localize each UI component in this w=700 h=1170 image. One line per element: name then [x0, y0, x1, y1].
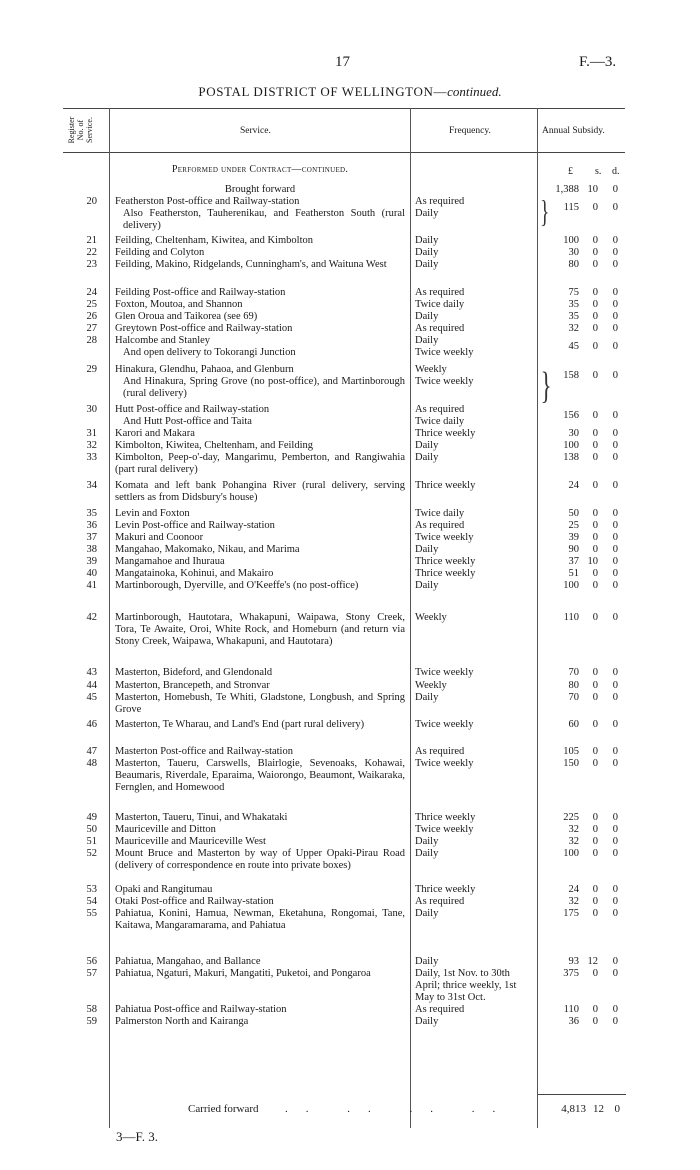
service-description: Mount Bruce and Masterton by way of Upper Opaki-Pirau Road (delivery of correspondence en route into private boxes): [115, 848, 405, 871]
service-description: Masterton, Taueru, Carswells, Blairlogie, Sevenoaks, Kohawai, Beaumaris, Riverdale, Eparaima, Waiorongo, Beaumont, Waikaraka, Fernglen, and Homewood: [115, 758, 405, 793]
service-description: Martinborough, Hautotara, Whakapuni, Waipawa, Stony Creek, Tora, Te Awaite, Oroi, White Rock, and Homeburn (and return via Stony Creek, Waipawa, Whakapuni, and Hautotara): [115, 612, 405, 647]
pounds-value: 105: [563, 746, 579, 757]
frequency-cell: As required: [415, 323, 465, 334]
frequency-cell: Twice daily: [415, 299, 465, 310]
pence-value: 0: [612, 410, 618, 421]
pounds-value: 100: [563, 848, 579, 859]
frequency-cell: As required: [415, 1004, 465, 1015]
register-number: 23: [86, 259, 97, 270]
service-description: Masterton, Homebush, Te Whiti, Gladstone, Longbush, and Spring Grove: [115, 692, 405, 715]
shillings-value: 0: [592, 520, 598, 531]
service-description: Also Featherston, Tauherenikau, and Featherston South (rural delivery): [123, 208, 405, 231]
register-number: 53: [86, 884, 97, 895]
shillings-value: 0: [592, 323, 598, 334]
register-number: 33: [86, 452, 97, 463]
shillings-value: 0: [592, 428, 598, 439]
carried-shillings: 12: [593, 1103, 604, 1115]
shillings-value: 0: [592, 692, 598, 703]
pence-value: 0: [612, 452, 618, 463]
frequency-cell: Daily: [415, 1016, 439, 1027]
service-description: Feilding, Cheltenham, Kiwitea, and Kimbolton: [115, 235, 314, 246]
register-number: 35: [86, 508, 97, 519]
shillings-value: 0: [592, 544, 598, 555]
frequency-cell: Daily: [415, 235, 439, 246]
register-number: 20: [86, 196, 97, 207]
pounds-value: 24: [568, 480, 579, 491]
register-number: 28: [86, 335, 97, 346]
page-number: 17: [335, 54, 350, 70]
pence-value: 0: [612, 480, 618, 491]
register-number: 27: [86, 323, 97, 334]
frequency-cell: Daily: [415, 580, 439, 591]
pounds-value: 30: [568, 247, 579, 258]
pounds-value: 110: [563, 1004, 579, 1015]
carried-rule: [538, 1094, 626, 1095]
pence-value: 0: [612, 568, 618, 579]
pence-value: 0: [612, 323, 618, 334]
shillings-value: 0: [592, 746, 598, 757]
pence-value: 0: [612, 884, 618, 895]
shillings-value: 0: [592, 287, 598, 298]
service-description: And Hinakura, Spring Grove (no post-office), and Martinborough (rural delivery): [123, 376, 405, 399]
pence-value: 0: [612, 812, 618, 823]
service-header: Service.: [240, 126, 271, 136]
frequency-cell: Thrice weekly: [415, 428, 476, 439]
pence-value: 0: [612, 956, 618, 967]
pounds-value: 30: [568, 428, 579, 439]
table-header-rule: [63, 152, 625, 153]
pounds-value: 32: [568, 824, 579, 835]
pounds-value: 115: [563, 202, 579, 213]
service-description: Pahiatua Post-office and Railway-station: [115, 1004, 287, 1015]
document-reference: F.—3.: [579, 54, 617, 70]
page-title: [0, 84, 700, 100]
frequency-cell: Thrice weekly: [415, 884, 476, 895]
service-description: Foxton, Moutoa, and Shannon: [115, 299, 243, 310]
pence-value: 0: [612, 580, 618, 591]
service-description: Karori and Makara: [115, 428, 195, 439]
shillings-value: 0: [592, 758, 598, 769]
pence-value: 0: [612, 1016, 618, 1027]
register-number: 59: [86, 1016, 97, 1027]
register-number: 58: [86, 1004, 97, 1015]
register-number: 56: [86, 956, 97, 967]
frequency-cell: Daily, 1st Nov. to 30th April; thrice weekly, 1st May to 31st Oct.: [415, 968, 517, 1003]
shillings-value: 0: [592, 452, 598, 463]
register-number: 34: [86, 480, 97, 491]
pounds-value: 138: [563, 452, 579, 463]
pence-value: 0: [612, 680, 618, 691]
pence-value: 0: [612, 612, 618, 623]
frequency-cell: Weekly: [415, 680, 447, 691]
frequency-cell: Thrice weekly: [415, 568, 476, 579]
pounds-value: 39: [568, 532, 579, 543]
frequency-cell: Twice weekly: [415, 376, 474, 387]
pence-value: 0: [612, 259, 618, 270]
pounds-value: 51: [568, 568, 579, 579]
register-number: 37: [86, 532, 97, 543]
register-number: 29: [86, 364, 97, 375]
frequency-cell: Twice weekly: [415, 719, 474, 730]
pounds-value: 150: [563, 758, 579, 769]
service-description: Masterton, Bideford, and Glendonald: [115, 667, 273, 678]
register-number: 32: [86, 440, 97, 451]
pence-value: 0: [612, 202, 618, 213]
pence-value: 0: [612, 1004, 618, 1015]
pence-value: 0: [612, 848, 618, 859]
frequency-cell: Daily: [415, 848, 439, 859]
frequency-cell: Daily: [415, 311, 439, 322]
frequency-cell: Twice weekly: [415, 667, 474, 678]
pence-value: 0: [612, 896, 618, 907]
shillings-value: 0: [592, 580, 598, 591]
service-description: Glen Oroua and Taikorea (see 69): [115, 311, 258, 322]
shillings-value: 0: [592, 824, 598, 835]
service-description: Feilding and Colyton: [115, 247, 205, 258]
pence-value: 0: [612, 758, 618, 769]
frequency-cell: Daily: [415, 247, 439, 258]
pounds-value: 60: [568, 719, 579, 730]
frequency-cell: Twice weekly: [415, 347, 474, 358]
column-divider: [410, 108, 411, 1128]
service-description: Kimbolton, Peep-o'-day, Mangarimu, Pemberton, and Rangiwahia (part rural delivery): [115, 452, 405, 475]
shillings-value: 0: [592, 480, 598, 491]
service-description: Pahiatua, Konini, Hamua, Newman, Eketahuna, Rongomai, Tane, Kaitawa, Mangaramarama, and Pahiatua: [115, 908, 405, 931]
register-number: 38: [86, 544, 97, 555]
frequency-cell: Weekly: [415, 364, 447, 375]
frequency-cell: Daily: [415, 908, 439, 919]
frequency-cell: Daily: [415, 692, 439, 703]
register-number: 54: [86, 896, 97, 907]
shillings-value: 0: [592, 896, 598, 907]
service-description: And Hutt Post-office and Taita: [123, 416, 252, 427]
pence-value: 0: [612, 247, 618, 258]
pounds-value: 225: [563, 812, 579, 823]
frequency-header: Frequency.: [449, 126, 491, 136]
frequency-cell: Twice weekly: [415, 758, 474, 769]
service-description: Feilding, Makino, Ridgelands, Cunningham's, and Waituna West: [115, 259, 387, 270]
pounds-value: 90: [568, 544, 579, 555]
pounds-value: 24: [568, 884, 579, 895]
frequency-cell: Daily: [415, 440, 439, 451]
brace-mark: }: [540, 193, 550, 229]
table-top-rule: [63, 108, 625, 109]
register-number: 46: [86, 719, 97, 730]
shillings-value: 0: [592, 568, 598, 579]
service-description: Mangatainoka, Kohinui, and Makairo: [115, 568, 274, 579]
service-description: Levin and Foxton: [115, 508, 190, 519]
frequency-cell: Twice daily: [415, 508, 465, 519]
shillings-value: 0: [592, 836, 598, 847]
register-number: 39: [86, 556, 97, 567]
register-number: 31: [86, 428, 97, 439]
service-description: Pahiatua, Mangahao, and Ballance: [115, 956, 261, 967]
pence-value: 0: [612, 532, 618, 543]
pence-value: 0: [612, 235, 618, 246]
pence-value: 0: [612, 341, 618, 352]
register-number: 24: [86, 287, 97, 298]
service-description: Levin Post-office and Railway-station: [115, 520, 275, 531]
service-description: And open delivery to Tokorangi Junction: [123, 347, 296, 358]
register-number: 45: [86, 692, 97, 703]
register-number: 50: [86, 824, 97, 835]
service-description: Halcombe and Stanley: [115, 335, 211, 346]
pounds-value: 156: [563, 410, 579, 421]
pounds-value: 175: [563, 908, 579, 919]
frequency-cell: As required: [415, 520, 465, 531]
footer-reference: 3—F. 3.: [116, 1129, 158, 1144]
service-description: Pahiatua, Ngaturi, Makuri, Mangatiti, Puketoi, and Pongaroa: [115, 968, 371, 979]
service-description: Featherston Post-office and Railway-station: [115, 196, 300, 207]
frequency-cell: Daily: [415, 208, 439, 219]
shillings-value: 0: [592, 508, 598, 519]
service-description: Komata and left bank Pohangina River (rural delivery, serving settlers as from Didsbury's house): [115, 480, 405, 503]
register-number: 22: [86, 247, 97, 258]
shillings-value: 0: [592, 235, 598, 246]
pence-value: 0: [612, 440, 618, 451]
pounds-value: 100: [563, 580, 579, 591]
service-description: Masterton, Brancepeth, and Stronvar: [115, 680, 270, 691]
shillings-value: 0: [592, 968, 598, 979]
pounds-value: 100: [563, 440, 579, 451]
pence-value: 0: [612, 520, 618, 531]
frequency-cell: Daily: [415, 335, 439, 346]
service-description: Mangahao, Makomako, Nikau, and Marima: [115, 544, 300, 555]
frequency-cell: Weekly: [415, 612, 447, 623]
shillings-value: 0: [592, 410, 598, 421]
shillings-value: 0: [592, 680, 598, 691]
shillings-value: 0: [592, 1016, 598, 1027]
register-number: 48: [86, 758, 97, 769]
frequency-cell: As required: [415, 896, 465, 907]
register-number: 21: [86, 235, 97, 246]
pounds-value: 25: [568, 520, 579, 531]
pounds-value: 70: [568, 667, 579, 678]
column-divider: [537, 108, 538, 1128]
pence-value: 0: [612, 311, 618, 322]
brace-mark: }: [540, 365, 552, 407]
register-number: 51: [86, 836, 97, 847]
frequency-cell: Thrice weekly: [415, 480, 476, 491]
service-description: Mauriceville and Ditton: [115, 824, 216, 835]
title-main: POSTAL DISTRICT OF WELLINGTON—: [198, 84, 448, 99]
shillings-value: 12: [587, 956, 598, 967]
pounds-value: 32: [568, 836, 579, 847]
pounds-value: 50: [568, 508, 579, 519]
title-continued: continued.: [447, 84, 502, 99]
shillings-value: 0: [592, 532, 598, 543]
register-number: 52: [86, 848, 97, 859]
service-description: Masterton Post-office and Railway-station: [115, 746, 293, 757]
pounds-value: 35: [568, 299, 579, 310]
pounds-value: 32: [568, 323, 579, 334]
service-description: Feilding Post-office and Railway-station: [115, 287, 286, 298]
section-heading: Performed under Contract—continued.: [171, 164, 349, 175]
register-number: 36: [86, 520, 97, 531]
service-description: Masterton, Te Wharau, and Land's End (part rural delivery): [115, 719, 365, 730]
service-description: Mauriceville and Mauriceville West: [115, 836, 266, 847]
shillings-value: 0: [592, 299, 598, 310]
service-description: Palmerston North and Kairanga: [115, 1016, 249, 1027]
shillings-value: 0: [592, 440, 598, 451]
frequency-cell: Thrice weekly: [415, 812, 476, 823]
pounds-value: 80: [568, 259, 579, 270]
shillings-value: 0: [592, 247, 598, 258]
pounds-value: 375: [563, 968, 579, 979]
register-number: 47: [86, 746, 97, 757]
pence-value: 0: [612, 184, 618, 195]
pounds-value: 93: [568, 956, 579, 967]
shillings-value: 0: [592, 341, 598, 352]
pounds-value: 32: [568, 896, 579, 907]
service-description: Kimbolton, Kiwitea, Cheltenham, and Feilding: [115, 440, 314, 451]
service-description: Makuri and Coonoor: [115, 532, 204, 543]
shillings-value: 0: [592, 370, 598, 381]
service-description: Opaki and Rangitumau: [115, 884, 213, 895]
service-description: Mangamahoe and Ihuraua: [115, 556, 225, 567]
shillings-value: 0: [592, 612, 598, 623]
pence-value: 0: [612, 299, 618, 310]
pounds-value: 35: [568, 311, 579, 322]
pence-value: 0: [612, 824, 618, 835]
register-number: 55: [86, 908, 97, 919]
pence-value: 0: [612, 544, 618, 555]
register-number: 57: [86, 968, 97, 979]
service-description: Masterton, Taueru, Tinui, and Whakataki: [115, 812, 288, 823]
pence-value: 0: [612, 556, 618, 567]
pounds-value: 45: [568, 341, 579, 352]
register-number: 44: [86, 680, 97, 691]
frequency-cell: As required: [415, 196, 465, 207]
service-description: Brought forward: [224, 184, 296, 195]
service-description: Martinborough, Dyerville, and O'Keeffe's (no post-office): [115, 580, 359, 591]
shillings-value: 0: [592, 259, 598, 270]
pounds-label: £: [568, 166, 573, 177]
carried-forward-label: Carried forward: [188, 1103, 259, 1115]
register-number: 26: [86, 311, 97, 322]
shillings-value: 0: [592, 667, 598, 678]
frequency-cell: Daily: [415, 836, 439, 847]
frequency-cell: As required: [415, 287, 465, 298]
pounds-value: 1,388: [555, 184, 579, 195]
pence-value: 0: [612, 287, 618, 298]
pence-value: 0: [612, 508, 618, 519]
pence-value: 0: [612, 836, 618, 847]
shillings-value: 10: [587, 556, 598, 567]
pounds-value: 158: [563, 370, 579, 381]
frequency-cell: As required: [415, 404, 465, 415]
column-divider: [109, 108, 110, 1128]
pence-label: d.: [612, 166, 620, 177]
frequency-cell: Twice weekly: [415, 532, 474, 543]
pence-value: 0: [612, 692, 618, 703]
carried-pounds: 4,813: [561, 1103, 586, 1115]
carried-pence: 0: [614, 1103, 620, 1115]
pounds-value: 37: [568, 556, 579, 567]
frequency-cell: Daily: [415, 544, 439, 555]
frequency-cell: As required: [415, 746, 465, 757]
shillings-value: 0: [592, 908, 598, 919]
frequency-cell: Daily: [415, 259, 439, 270]
register-header: [63, 109, 109, 159]
shillings-value: 0: [592, 812, 598, 823]
pounds-value: 100: [563, 235, 579, 246]
register-number: 40: [86, 568, 97, 579]
frequency-cell: Daily: [415, 452, 439, 463]
pence-value: 0: [612, 908, 618, 919]
register-number: 43: [86, 667, 97, 678]
shillings-value: 0: [592, 848, 598, 859]
shillings-value: 0: [592, 1004, 598, 1015]
service-description: Hutt Post-office and Railway-station: [115, 404, 270, 415]
pounds-value: 80: [568, 680, 579, 691]
pounds-value: 75: [568, 287, 579, 298]
shillings-value: 0: [592, 719, 598, 730]
pounds-value: 110: [563, 612, 579, 623]
shillings-value: 0: [592, 202, 598, 213]
register-number: 42: [86, 612, 97, 623]
frequency-cell: Twice daily: [415, 416, 465, 427]
pounds-value: 70: [568, 692, 579, 703]
shillings-label: s.: [595, 166, 602, 177]
pence-value: 0: [612, 719, 618, 730]
shillings-value: 0: [592, 884, 598, 895]
frequency-cell: Twice weekly: [415, 824, 474, 835]
pence-value: 0: [612, 428, 618, 439]
frequency-cell: Thrice weekly: [415, 556, 476, 567]
service-description: Hinakura, Glendhu, Pahaoa, and Glenburn: [115, 364, 294, 375]
shillings-value: 10: [587, 184, 598, 195]
pence-value: 0: [612, 746, 618, 757]
register-number: 30: [86, 404, 97, 415]
register-number: 49: [86, 812, 97, 823]
service-description: Otaki Post-office and Railway-station: [115, 896, 274, 907]
pence-value: 0: [612, 667, 618, 678]
pence-value: 0: [612, 968, 618, 979]
service-description: Greytown Post-office and Railway-station: [115, 323, 293, 334]
carried-forward-dots: .. .. .. ..: [285, 1103, 514, 1115]
pounds-value: 36: [568, 1016, 579, 1027]
frequency-cell: Daily: [415, 956, 439, 967]
register-header-text: Register No. of Service.: [67, 116, 94, 144]
register-number: 25: [86, 299, 97, 310]
register-number: 41: [86, 580, 97, 591]
subsidy-header: Annual Subsidy.: [542, 126, 605, 136]
pence-value: 0: [612, 370, 618, 381]
shillings-value: 0: [592, 311, 598, 322]
